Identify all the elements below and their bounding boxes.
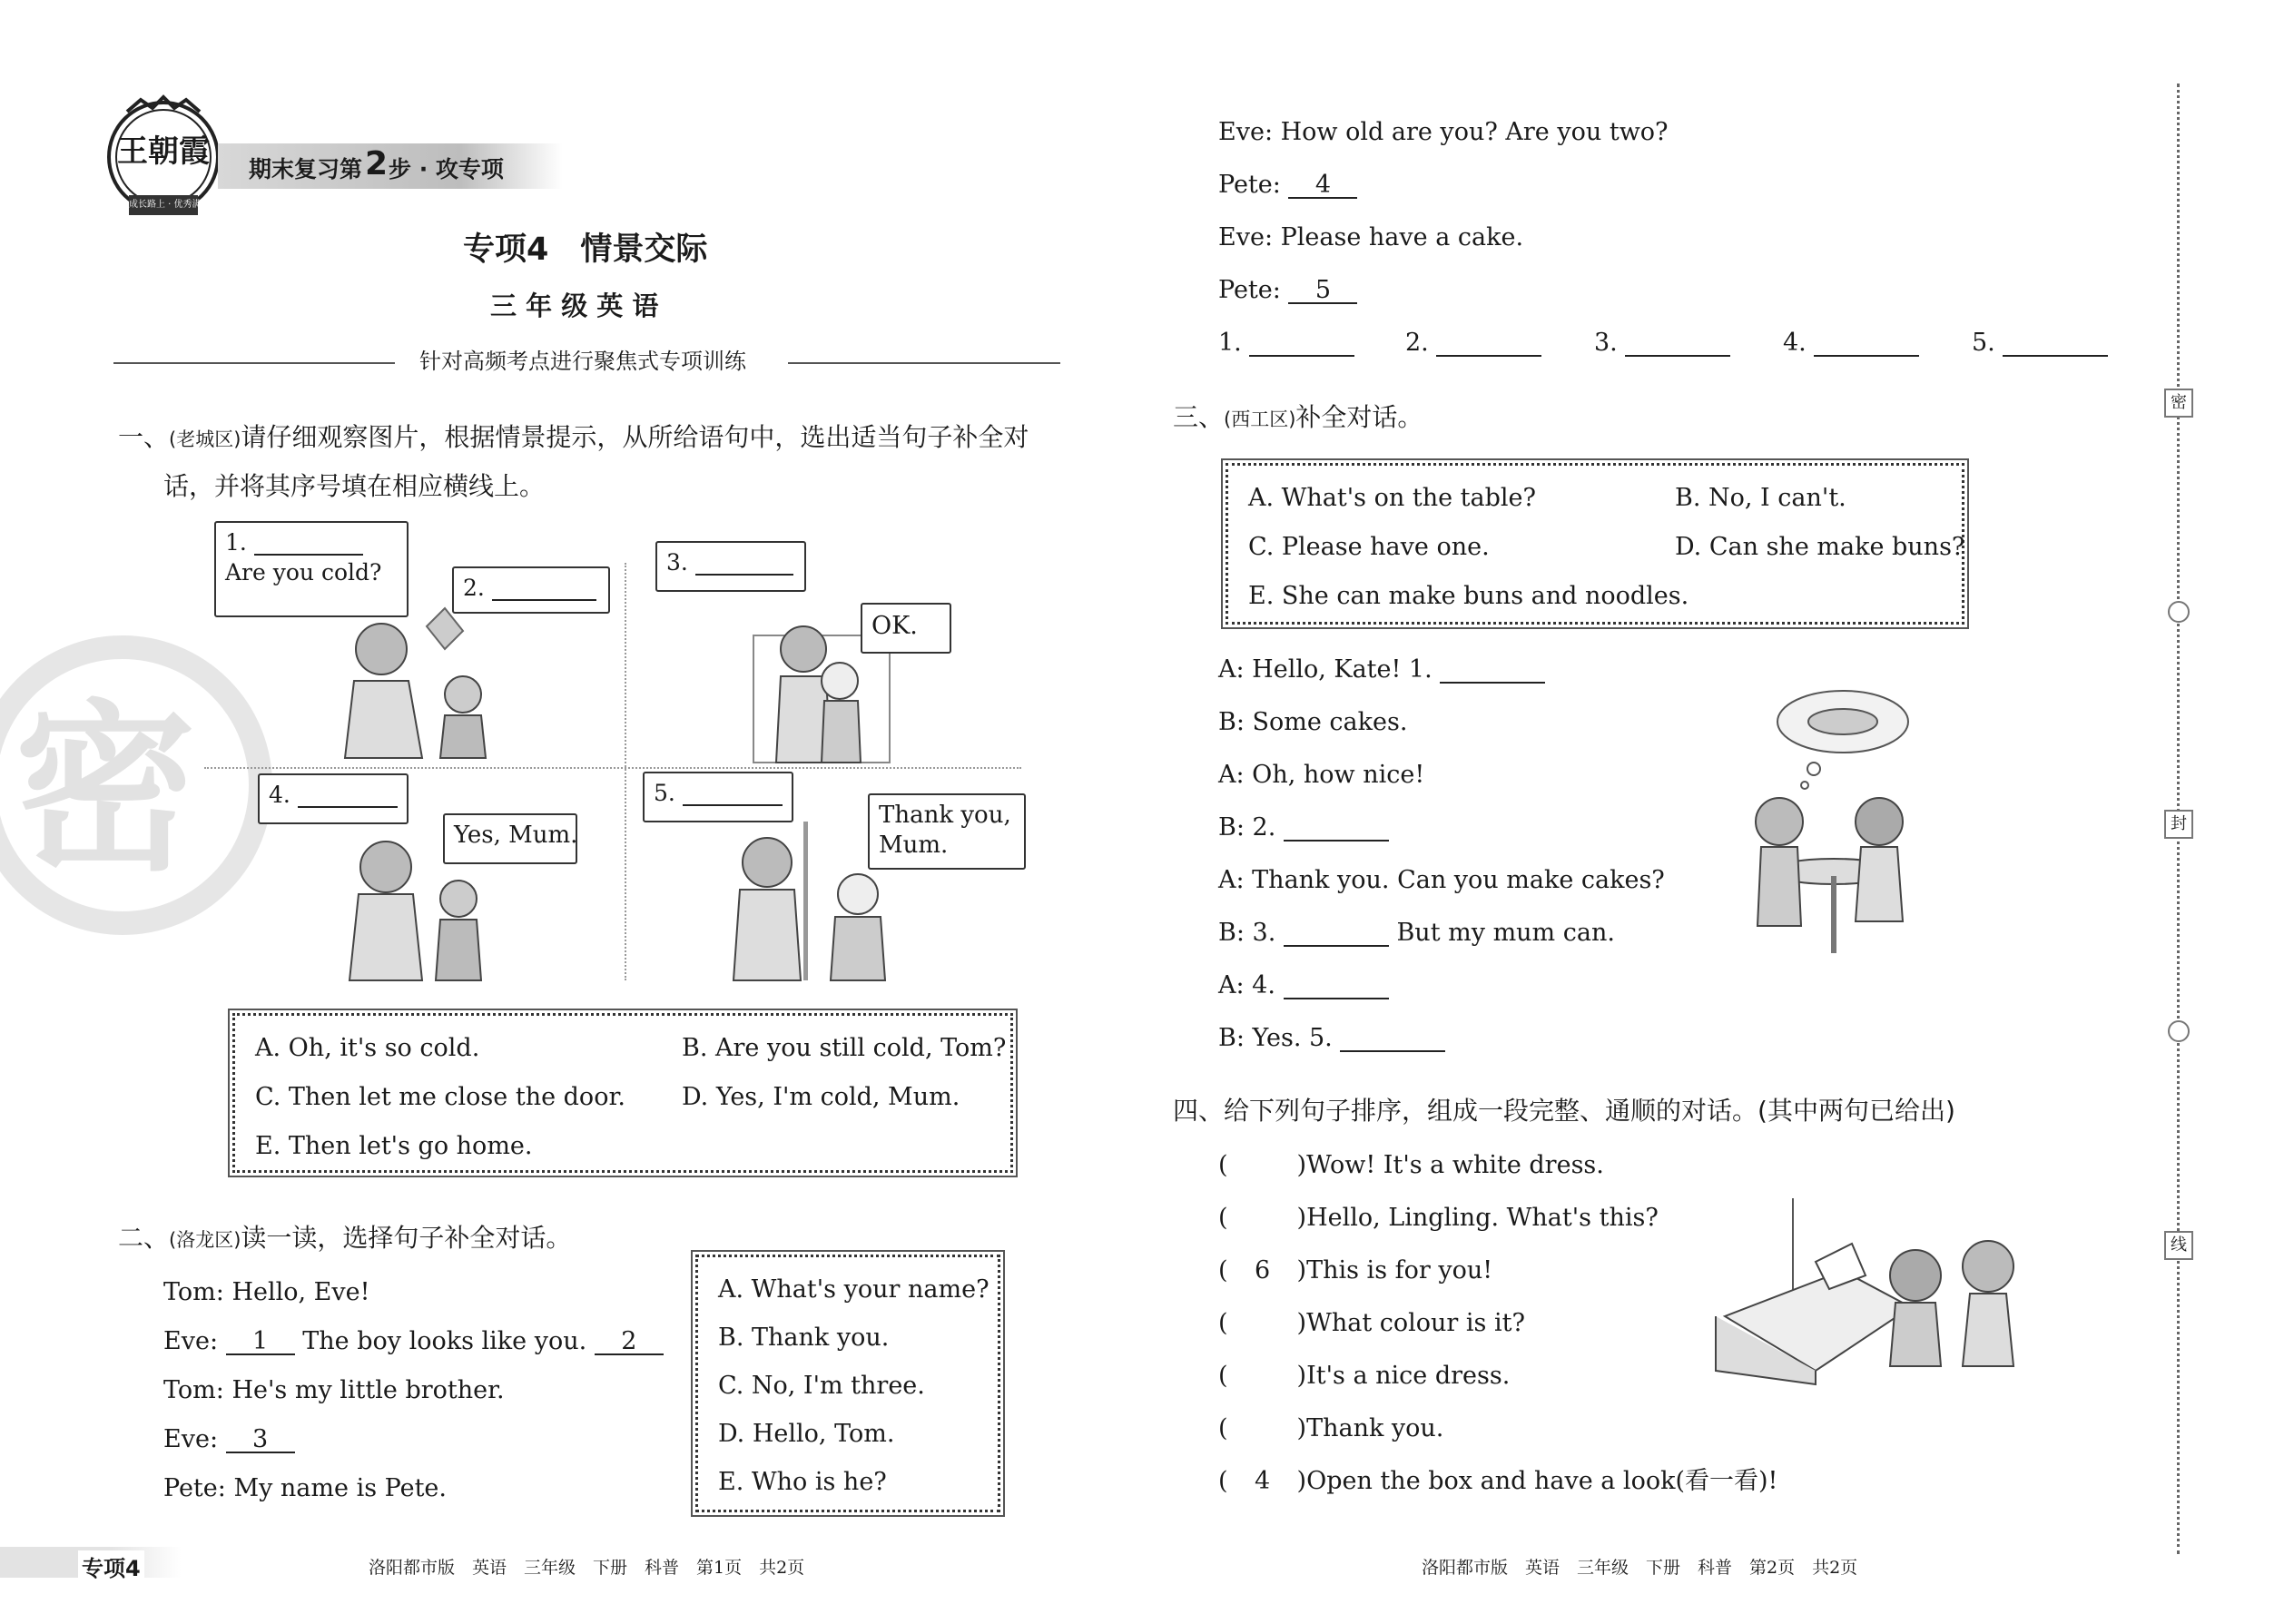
answer-blank-2[interactable] [1436,330,1541,357]
bubble-4 [258,773,409,824]
section2-option-b: B. Thank you. [718,1324,890,1352]
section3-blank-1[interactable] [1440,657,1545,684]
section4-item-4-text: )What colour is it? [1296,1309,1525,1337]
section1-option-a: A. Oh, it's so cold. [255,1034,480,1062]
section3-blank-4[interactable] [1284,973,1389,999]
section1-option-d: D. Yes, I'm cold, Mum. [682,1083,960,1111]
section4-item-6-open: ( [1218,1414,1228,1442]
section1-region: (老城区) [169,428,241,450]
section3-line-4 [1218,815,1389,842]
section4-instruction: 给下列句子排序，组成一段完整、通顺的对话。(其中两句已给出) [1224,1096,1955,1126]
section4-item-1-text: )Wow! It's a white dress. [1296,1151,1604,1179]
section4-item-4-answer[interactable] [1228,1311,1297,1335]
bubble-1-number: 1. [225,529,247,556]
section2-instruction: 读一读，选择句子补全对话。 [241,1223,572,1253]
tagline-rule-left [113,362,395,364]
section2-line-8: Eve: Please have a cake. [1218,223,1524,251]
section2-line-5: Pete: My name is Pete. [163,1474,447,1502]
bubble-4-reply-text: Yes, Mum. [454,822,578,849]
section2-option-a: A. What's your name? [718,1275,989,1304]
tagline: 针对高频考点进行聚焦式专项训练 [419,349,746,374]
section3-line-2: B: Some cakes. [1218,708,1408,736]
binding-margin-char-3 [2164,1231,2193,1260]
section1-options-box [232,1013,1013,1173]
bubble-3 [655,541,806,592]
section4-item-7-text: )Open the box and have a look(看一看)! [1296,1467,1778,1495]
section3-number: 三、 [1173,402,1225,432]
bubble-1-text: Are you cold? [225,558,382,586]
section1-number: 一、 [118,422,170,452]
section2-line-1: Tom: Hello, Eve! [163,1278,370,1306]
binding-margin-char-2 [2164,810,2193,839]
logo-subtext: 成长路上 · 优秀满天 [129,200,211,210]
answer-blank-5[interactable] [2003,330,2108,357]
section4-item-2-answer[interactable] [1228,1206,1297,1230]
binding-char-1: 密 [2171,393,2187,412]
bubble-3-blank[interactable] [695,551,793,576]
bubble-5-reply-line1: Thank you, [879,802,1011,829]
section2-option-c: C. No, I'm three. [718,1372,925,1400]
answer-label-5: 5. [1972,329,1995,357]
banner-prefix: 期末复习第 [249,156,363,182]
section4-item-2-open: ( [1218,1204,1228,1232]
section4-number: 四、 [1173,1096,1225,1126]
section2-line-6: Eve: How old are you? Are you two? [1218,118,1669,146]
section3-line-1-text: A: Hello, Kate! 1. [1218,655,1433,684]
section4-item-2 [1218,1206,1659,1230]
section3-line-7-text: A: 4. [1218,971,1275,999]
section2-blank-3[interactable]: 3 [226,1427,295,1453]
bubble-4-reply [443,813,577,864]
section2-blank-1[interactable]: 1 [226,1329,295,1355]
section4-item-1 [1218,1153,1604,1177]
binding-char-3: 线 [2171,1235,2187,1255]
section1-option-c: C. Then let me close the door. [255,1083,625,1111]
section2-answer-2 [1405,330,1541,357]
bubble-2 [452,566,610,614]
banner-step-number: 2 [365,145,389,182]
footer-left: 洛阳都市版 英语 三年级 下册 科普 第1页 共2页 [369,1558,805,1578]
section3-option-a: A. What's on the table? [1248,484,1536,512]
section3-line-6-suffix: But my mum can. [1396,919,1615,947]
bubble-5-number: 5. [654,780,675,806]
section1-option-b: B. Are you still cold, Tom? [682,1034,1007,1062]
section3-line-5: A: Thank you. Can you make cakes? [1218,866,1665,894]
header-banner [218,143,563,189]
bubble-4-blank[interactable] [298,783,398,808]
answer-label-2: 2. [1405,329,1429,357]
binding-hole-2-icon [2168,1020,2190,1042]
section3-option-e: E. She can make buns and noodles. [1248,582,1689,610]
answer-blank-4[interactable] [1814,330,1919,357]
section3-options-box [1226,463,1964,625]
watermark-char: 密 [15,684,197,896]
section4-item-3-answer[interactable]: 6 [1254,1256,1271,1284]
section3-line-4-text: B: 2. [1218,813,1276,842]
watermark-seal [0,635,272,935]
answer-blank-1[interactable] [1249,330,1354,357]
section2-line-7 [1218,172,1357,199]
section2-line-2 [163,1329,664,1355]
section4-item-3-open: ( [1218,1256,1228,1284]
section3-line-1 [1218,657,1545,684]
section4-item-1-answer[interactable] [1228,1153,1297,1177]
section3-kids-table-illustration [1734,685,1934,958]
section4-item-6 [1218,1416,1443,1441]
section4-item-5-answer[interactable] [1228,1363,1297,1388]
section4-item-7-answer[interactable]: 4 [1254,1467,1271,1495]
section3-blank-5[interactable] [1340,1026,1445,1052]
section2-line-4-speaker: Eve: [163,1425,219,1453]
scene-1-mother-son-illustration [327,608,563,763]
bubble-3-number: 3. [666,549,688,576]
logo [100,95,227,222]
section3-heading [1173,402,1423,432]
bubble-1-blank[interactable] [254,531,363,556]
section1-heading [118,422,1029,452]
section3-option-d: D. Can she make buns? [1675,533,1965,561]
section4-item-6-answer[interactable] [1228,1416,1297,1441]
answer-label-1: 1. [1218,329,1242,357]
section2-blank-2[interactable]: 2 [595,1329,664,1355]
picture-grid-divider-v [625,563,626,980]
banner-suffix: 步 · 攻专项 [389,156,504,182]
section4-heading [1173,1098,1955,1124]
section2-options-box [695,1255,1000,1512]
answer-label-3: 3. [1594,329,1618,357]
section2-line-9 [1218,278,1357,304]
section4-item-3-text: )This is for you! [1296,1256,1493,1284]
section4-item-6-text: )Thank you. [1296,1414,1444,1442]
section2-answer-5 [1972,330,2108,357]
section2-option-e: E. Who is he? [718,1468,887,1496]
section2-line-7-speaker: Pete: [1218,171,1281,199]
section2-answer-3 [1594,330,1730,357]
section3-instruction: 补全对话。 [1295,402,1423,432]
tagline-rule-right [788,362,1060,364]
section2-region: (洛龙区) [169,1229,241,1251]
section4-item-7-open: ( [1218,1467,1228,1495]
section3-option-c: C. Please have one. [1248,533,1490,561]
footer-tab-label: 专项4 [78,1550,144,1582]
bubble-3-reply [861,603,951,654]
section3-line-8-text: B: Yes. 5. [1218,1024,1333,1052]
section2-answer-4 [1783,330,1919,357]
section3-line-6-text: B: 3. [1218,919,1276,947]
section2-line-2-text: The boy looks like you. [302,1327,587,1355]
section4-item-1-open: ( [1218,1151,1228,1179]
section2-answer-row [1218,330,1354,357]
section4-item-2-text: )Hello, Lingling. What's this? [1296,1204,1659,1232]
section4-item-5-open: ( [1218,1362,1228,1390]
answer-blank-3[interactable] [1625,330,1730,357]
section2-heading [118,1225,571,1251]
page-subtitle: 三 年 级 英 语 [490,290,659,321]
bubble-2-blank[interactable] [492,576,596,601]
bubble-1 [214,521,409,617]
section2-line-2-speaker: Eve: [163,1327,219,1355]
bubble-4-number: 4. [269,782,290,808]
section3-blank-3[interactable] [1284,920,1389,947]
binding-char-2: 封 [2171,814,2187,833]
section4-item-3 [1218,1258,1492,1283]
bubble-3-reply-text: OK. [871,612,918,640]
section1-option-e: E. Then let's go home. [255,1132,533,1160]
answer-label-4: 4. [1783,329,1807,357]
footer-right: 洛阳都市版 英语 三年级 下册 科普 第2页 共2页 [1422,1558,1858,1578]
section3-line-7 [1218,973,1389,999]
section3-region: (西工区) [1224,408,1296,430]
bubble-5-reply-line2: Mum. [879,831,949,859]
section2-line-3: Tom: He's my little brother. [163,1376,505,1404]
section2-option-d: D. Hello, Tom. [718,1420,895,1448]
page-title: 专项4 情景交际 [463,231,708,268]
section2-line-9-speaker: Pete: [1218,276,1281,304]
section2-blank-4[interactable]: 4 [1288,172,1357,199]
section2-blank-5[interactable]: 5 [1288,278,1357,304]
section4-item-5-text: )It's a nice dress. [1296,1362,1511,1390]
section3-line-3: A: Oh, how nice! [1218,761,1425,789]
bubble-5-blank[interactable] [683,782,783,806]
bubble-5-reply [868,793,1026,870]
section3-option-b: B. No, I can't. [1675,484,1846,512]
section2-line-4 [163,1427,295,1453]
bubble-2-number: 2. [463,575,485,601]
binding-margin-char-1 [2164,389,2193,418]
section4-item-4-open: ( [1218,1309,1228,1337]
section1-instruction-1: 请仔细观察图片，根据情景提示，从所给语句中，选出适当句子补全对 [241,422,1029,452]
section2-number: 二、 [118,1223,170,1253]
section3-line-8 [1218,1026,1445,1052]
section4-girls-bed-illustration [1707,1189,2033,1389]
footer-tab [0,1547,182,1581]
section3-blank-2[interactable] [1284,815,1389,842]
section3-line-6 [1218,920,1615,947]
picture-grid-divider-h [204,767,1021,769]
section4-item-4 [1218,1311,1525,1335]
bubble-5 [643,772,793,822]
section4-item-5 [1218,1363,1510,1388]
binding-hole-1-icon [2168,601,2190,623]
section4-item-7 [1218,1469,1777,1493]
logo-text: 王朝霞 [117,133,210,170]
section1-instruction-2: 话，并将其序号填在相应横线上。 [163,471,546,501]
